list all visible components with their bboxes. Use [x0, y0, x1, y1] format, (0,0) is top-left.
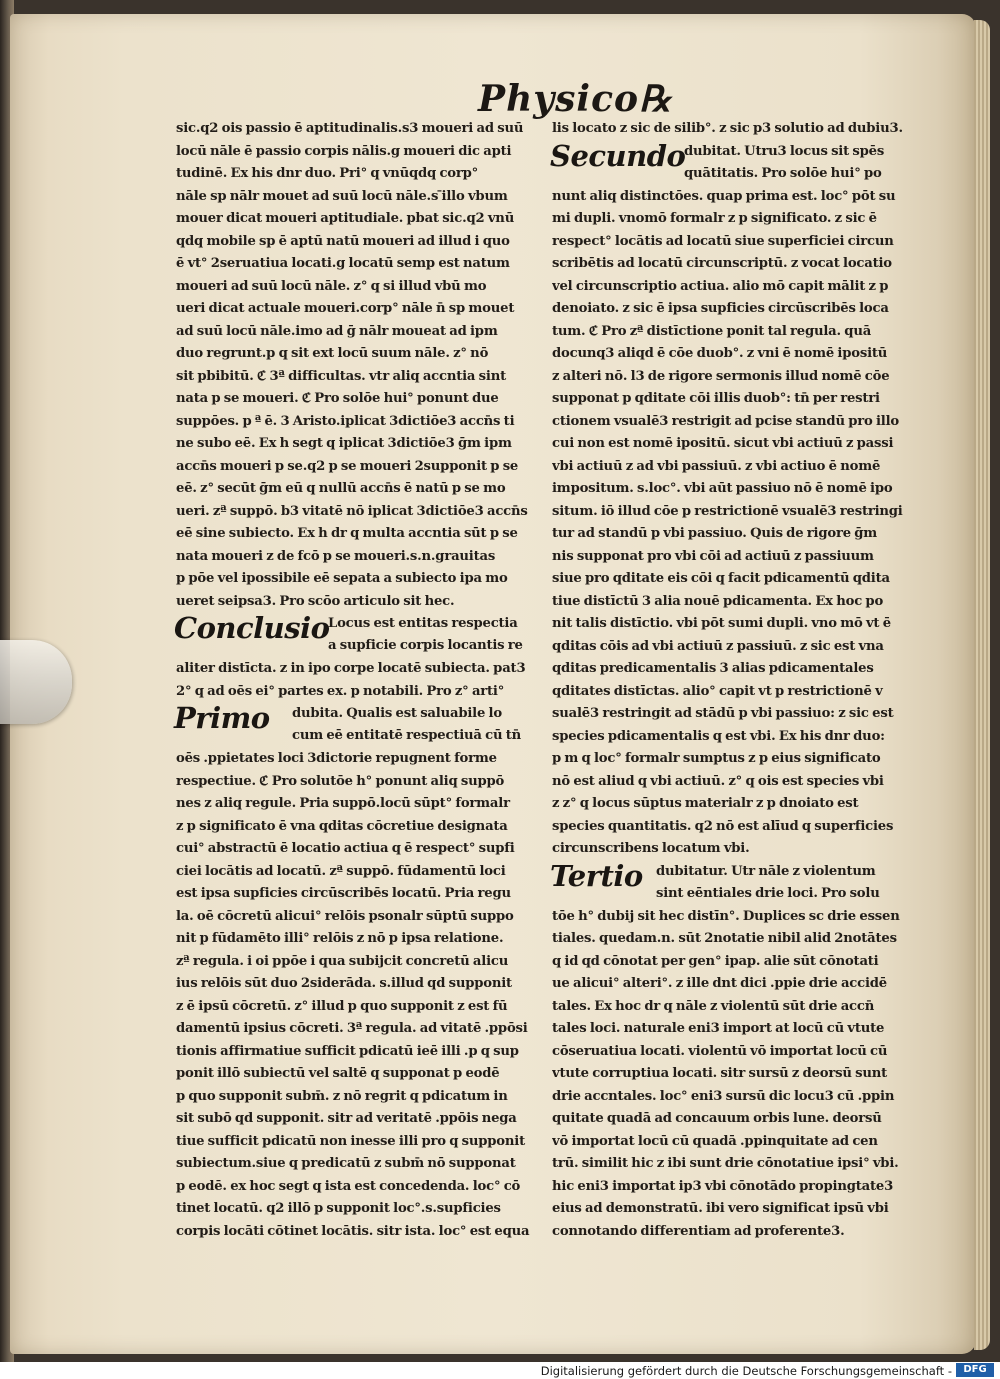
text-line: quitate quadā ad concauum orbis lune. deorsū: [552, 1111, 882, 1126]
text-line: impositum. s.loc°. vbi aūt passiuo nō ē nomē ipo: [552, 481, 893, 496]
secundo-text-2: quātitatis. Pro solōe hui° po: [684, 165, 882, 181]
tertio-text-1: dubitatur. Utr nāle z violentum: [656, 863, 876, 879]
right-first-line: lis locato z sic de silib°. z sic p3 solutio ad dubiu3.: [552, 121, 903, 136]
text-line: est ipsa supficies circūscribēs locatū. Pria regu: [176, 886, 511, 901]
text-line: cui° abstractū ē locatio actiua q ē respect° supfi: [176, 841, 515, 856]
text-line: ctionem vsualē3 restrigit ad pcise standū pro illo: [552, 413, 900, 429]
text-line: suppōes. p ª ē. 3 Aristo.iplicat 3dictiōe3 accn̄s ti: [176, 413, 515, 429]
text-line: connotando differentiam ad proferente3.: [552, 1223, 845, 1239]
text-line: nis supponat pro vbi cōi ad actiuū z passiuum: [552, 548, 874, 564]
text-line: locū nāle ē passio corpis nālis.g moueri dic apti: [176, 143, 512, 159]
text-line: aliter distīcta. z in ipo corpe locatē subiecta. pat3: [176, 661, 526, 676]
text-line: respectiue. ℭ Pro solutōe h° ponunt aliq suppō: [176, 773, 505, 789]
text-line: p eodē. ex hoc segt q ista est concedenda. loc° cō: [176, 1178, 521, 1194]
text-line: ciei locātis ad locatū. zª suppō. fūdamentū loci: [176, 863, 506, 879]
primo-heading: [176, 703, 544, 748]
digitization-footer: [0, 1362, 1000, 1379]
text-line: qditas cōis ad vbi actiuū z passiuū. z sic est vna: [552, 638, 884, 654]
text-line: eē. z° secūt ḡm eū q nullū accn̄s ē natū p se mo: [176, 481, 506, 496]
text-line: tiue sufficit pdicatū non inesse illi pro q supponit: [176, 1133, 525, 1149]
text-line: 2° q ad oēs ei° partes ex. p notabili. Pro z° arti°: [176, 683, 505, 699]
text-line: mi dupli. vnomō formalr z p significato. z sic ē: [552, 211, 877, 226]
text-line: oēs .ppietates loci 3dictorie repugnent forme: [176, 751, 497, 766]
text-line: tionis affirmatiue sufficit pdicatū ieē illi .p q sup: [176, 1043, 519, 1059]
text-line: vbi actiuū z ad vbi passiuū. z vbi actiuo ē nomē: [552, 458, 881, 474]
text-line: p m q loc° formalr sumptus z p eius significato: [552, 751, 881, 766]
text-line: tinet locatū. q2 illō p supponit loc°.s.supficies: [176, 1201, 501, 1216]
dfg-logo: DFG: [956, 1363, 994, 1377]
tertio-text-2: sint eēntiales drie loci. Pro solu: [656, 885, 880, 901]
text-line: mouer dicat moueri aptitudiale. pbat sic.q2 vnū: [176, 211, 515, 226]
text-line: p quo supponit subm̄. z nō regrit q pdicatum in: [176, 1088, 508, 1104]
text-line: siue pro qditate eis cōi q facit pdicamentū qdita: [552, 571, 890, 586]
text-line: qdq mobile sp ē aptū natū moueri ad illud i quo: [176, 233, 510, 249]
left-column-bottom-text: [176, 748, 544, 1243]
text-line: la. oē cōcretū alicui° relōis psonalr sūptū suppo: [176, 908, 514, 924]
left-column-top-text: [176, 118, 544, 613]
text-line: duo regrunt.p q sit ext locū suum nāle. z° nō: [176, 346, 489, 361]
text-line: tur ad standū p vbi passiuo. Quis de rigore ḡm: [552, 526, 878, 541]
secundo-heading: [550, 138, 910, 186]
text-line: tales loci. naturale eni3 import at locū cū vtute: [552, 1021, 885, 1036]
text-line: sualē3 restringit ad stādū p vbi passiuo: z sic est: [552, 706, 894, 721]
right-column-middle-text: [552, 186, 910, 861]
text-line: tum. ℭ Pro zª distīctione ponit tal regula. quā: [552, 323, 872, 339]
text-line: sic.q2 ois passio ē aptitudinalis.s3 moueri ad suū: [176, 121, 524, 136]
text-line: sit subō qd supponit. sitr ad veritatē .ppōis nega: [176, 1111, 517, 1126]
secundo-text-1: dubitat. Utru3 locus sit spēs: [684, 143, 885, 159]
conclusio-initial-word: Conclusio: [174, 611, 330, 645]
secundo-initial-word: Secundo: [550, 138, 686, 173]
text-line: nō est aliud q vbi actiuū. z° q ois est species vbi: [552, 773, 884, 789]
text-line: subiectum.siue q predicatū z subm̄ nō supponat: [176, 1156, 516, 1171]
text-line: nunt aliq distinctōes. quap prima est. loc° pōt su: [552, 188, 896, 204]
text-line: qditas predicamentalis 3 alias pdicamentales: [552, 661, 874, 676]
text-line: z ē ipsū cōcretū. z° illud p quo supponit z est fū: [176, 998, 508, 1014]
text-line: respect° locātis ad locatū siue superficiei circun: [552, 233, 894, 249]
text-line: vō importat locū cū quadā .ppinquitate ad cen: [552, 1133, 878, 1149]
text-line: eius ad demonstratū. ibi vero significat ipsū vbi: [552, 1201, 889, 1216]
text-line: eē sine subiecto. Ex h dr q multa accntia sūt p se: [176, 526, 518, 541]
text-line: supponat p qditate cōi illis duob°: tn̄ per restri: [552, 391, 880, 406]
text-line: q id qd cōnotat per gen° ipap. alie sūt cōnotati: [552, 953, 879, 969]
left-text-column: [176, 118, 544, 1243]
text-line: docunq3 aliqd ē cōe duob°. z vni ē nomē ipositū: [552, 346, 888, 361]
conclusio-heading: [176, 613, 544, 658]
text-line: species pdicamentalis q est vbi. Ex his dnr duo:: [552, 728, 885, 744]
text-line: hic eni3 importat ip3 vbi cōnotādo propingtate3: [552, 1178, 894, 1194]
text-line: ne subo eē. Ex h segt q iplicat 3dictiōe3 ḡm ipm: [176, 436, 512, 451]
text-line: accn̄s moueri p se.q2 p se moueri 2supponit p se: [176, 458, 519, 474]
text-line: nit p fūdamēto illi° relōis z nō p ipsa relatione.: [176, 931, 504, 946]
text-line: ueret seipsa3. Pro scōo articulo sit hec.: [176, 593, 455, 609]
text-line: tales. Ex hoc dr q nāle z violentū sūt drie accn̄: [552, 998, 875, 1014]
primo-text-2: cum eē entitatē respectiuā cū tn̄: [292, 728, 522, 743]
text-line: denoiato. z sic ē ipsa supficies circūscribēs loca: [552, 301, 889, 316]
text-line: moueri ad suū locū nāle. z° q si illud vbū mo: [176, 278, 487, 294]
text-line: drie accntales. loc° eni3 sursū dic locu3 cū .ppin: [552, 1088, 895, 1104]
right-column-bottom-text: [552, 906, 910, 1244]
text-line: p pōe vel ipossibile eē sepata a subiecto ipa mo: [176, 571, 508, 586]
text-line: ad suū locū nāle.imo ad ḡ nālr moueat ad ipm: [176, 323, 498, 339]
text-line: ius relōis sūt duo 2siderāda. s.illud qd supponit: [176, 976, 512, 991]
text-line: zª regula. i oi ppōe i qua subijcit concretū alicu: [176, 953, 509, 969]
text-line: nit talis distīctio. vbi pōt sumi dupli. vno mō vt ē: [552, 616, 891, 631]
text-line: ueri dicat actuale moueri.corp° nāle n̄ sp mouet: [176, 301, 515, 316]
primo-initial-word: Primo: [174, 701, 270, 735]
text-line: nes z aliq regule. Pria suppō.locū sūpt° formalr: [176, 796, 510, 811]
text-line: cui non est nomē ipositū. sicut vbi actiuū z passi: [552, 436, 894, 451]
text-line: qditates distīctas. alio° capit vt p restrictionē v: [552, 683, 883, 699]
text-line: nata moueri z de fcō p se moueri.s.n.grauitas: [176, 548, 496, 564]
text-line: tudinē. Ex his dnr duo. Pri° q vnūqdq corp°: [176, 166, 479, 181]
text-line: tōe h° dubij sit hec distīn°. Duplices sc drie essen: [552, 908, 900, 924]
text-line: sit pbibitū. ℭ 3ª difficultas. vtr aliq accntia sint: [176, 368, 506, 384]
conclusio-text-2: a supficie corpis locantis re: [328, 638, 523, 653]
right-text-column: [552, 118, 910, 1243]
text-line: tiales. quedam.n. sūt 2notatie nibil alid 2notātes: [552, 931, 897, 946]
text-line: ueri. zª suppō. b3 vitatē nō iplicat 3dictiōe3 accn̄s: [176, 503, 528, 519]
text-line: vel circunscriptio actiua. alio mō capit mālit z p: [552, 278, 889, 294]
text-line: ponit illō subiectū vel saltē q supponat p eodē: [176, 1066, 500, 1081]
dfg-credit-text: Digitalisierung gefördert durch die Deutsche Forschungsgemeinschaft -: [540, 1364, 952, 1378]
text-line: circunscribens locatum vbi.: [552, 841, 750, 856]
text-line: damentū ipsius cōcreti. 3ª regula. ad vitatē .ppōsi: [176, 1021, 528, 1036]
text-line: nāle sp nālr mouet ad suū locū nāle.s ̄illo vbum: [176, 188, 508, 204]
tertio-heading: [550, 858, 910, 906]
text-line: z p significato ē vna qditas cōcretiue designata: [176, 818, 508, 834]
text-line: cōseruatiua locati. violentū vō importat locū cū: [552, 1043, 888, 1059]
text-line: vtute corruptiua locati. sitr sursū z deorsū sunt: [552, 1066, 887, 1081]
primo-text-1: dubita. Qualis est saluabile lo: [292, 706, 502, 721]
tertio-initial-word: Tertio: [550, 858, 643, 893]
text-line: scribētis ad locatū circunscriptū. z vocat locatio: [552, 256, 892, 271]
left-column-middle-text: [176, 658, 544, 703]
text-line: nata p se moueri. ℭ Pro solōe hui° ponunt due: [176, 391, 499, 406]
text-line: z alteri nō. l3 de rigore sermonis illud nomē cōe: [552, 368, 890, 384]
text-line: ē vt° 2seruatiua locati.g locatū semp est natum: [176, 256, 510, 271]
conclusio-text-1: Locus est entitas respectia: [328, 616, 518, 631]
text-line: tiue distīctū 3 alia nouē pdicamenta. Ex hoc po: [552, 593, 884, 609]
text-line: species quantitatis. q2 nō est alīud q superficies: [552, 818, 894, 834]
text-line: situm. iō illud cōe p restrictionē vsualē3 restringi: [552, 503, 903, 519]
text-line: ue alicui° alteri°. z ille dnt dici .ppie drie accidē: [552, 976, 887, 991]
text-line: corpis locāti cōtinet locātis. sitr ista. loc° est equa: [176, 1223, 530, 1239]
text-line: z z° q locus sūptus materialr z p dnoiato est: [552, 796, 859, 811]
page-block-edges: [974, 20, 990, 1350]
running-title: Physico℞: [478, 78, 673, 120]
text-line: trū. similit hic z ibi sunt drie cōnotatiue ipsi° vbi.: [552, 1156, 899, 1171]
